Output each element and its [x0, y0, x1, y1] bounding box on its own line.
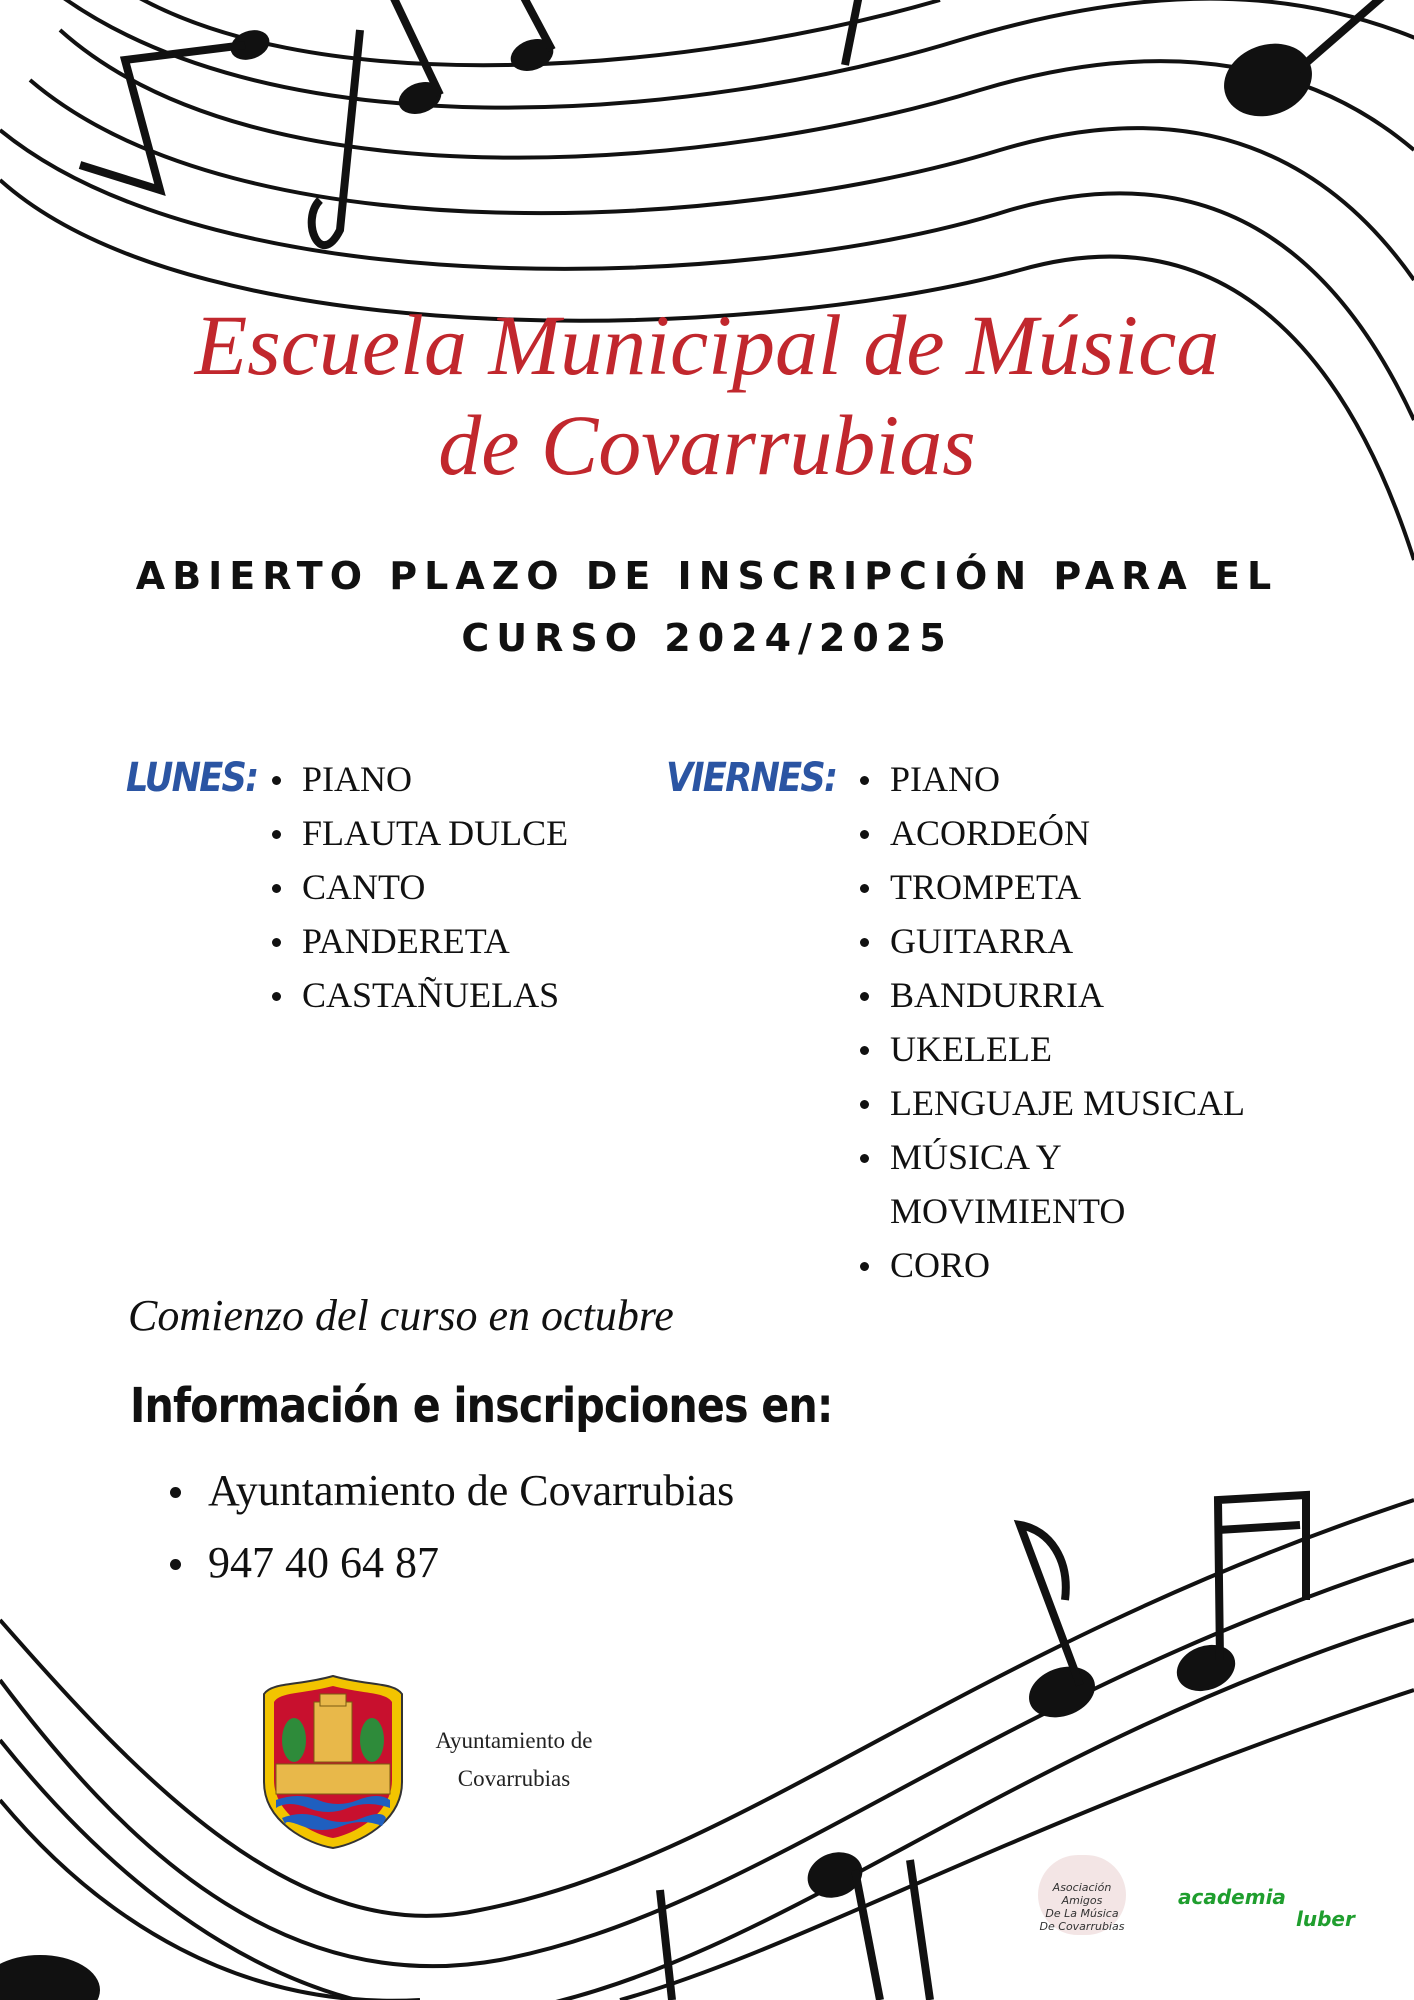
monday-label: LUNES:	[126, 755, 258, 801]
list-item: CANTO	[268, 860, 568, 914]
list-item: PANDERETA	[268, 914, 568, 968]
amigos-line-4: De Covarrubias	[1039, 1920, 1125, 1933]
title-line-1: Escuela Municipal de Música	[194, 297, 1220, 393]
crest-icon	[258, 1672, 408, 1852]
amigos-line-1: Asociación	[1052, 1881, 1112, 1894]
monday-list	[268, 752, 568, 1022]
amigos-musica-logo	[1026, 1855, 1138, 1947]
list-item: LENGUAJE MUSICAL	[856, 1076, 1245, 1130]
luber-line-1: academia	[1178, 1885, 1286, 1909]
council-logo-text	[404, 1722, 624, 1798]
info-item-council: Ayuntamiento de Covarrubias	[168, 1455, 734, 1527]
list-item: FLAUTA DULCE	[268, 806, 568, 860]
list-item: CORO	[856, 1238, 1245, 1292]
list-item: ACORDEÓN	[856, 806, 1245, 860]
friday-label: VIERNES:	[666, 755, 837, 801]
course-start-note: Comienzo del curso en octubre	[128, 1291, 674, 1340]
list-item: PIANO	[268, 752, 568, 806]
council-line-1: Ayuntamiento de	[435, 1728, 593, 1753]
list-item: TROMPETA	[856, 860, 1245, 914]
academia-luber-logo	[1178, 1885, 1355, 1931]
info-heading: Información e inscripciones en:	[130, 1378, 833, 1434]
title-line-2: de Covarrubias	[438, 397, 976, 493]
council-line-2: Covarrubias	[457, 1766, 571, 1791]
subtitle-line-1: ABIERTO PLAZO DE INSCRIPCIÓN PARA EL	[135, 554, 1279, 598]
amigos-line-3: De La Música	[1045, 1907, 1119, 1920]
list-item: GUITARRA	[856, 914, 1245, 968]
friday-list	[856, 752, 1245, 1292]
list-item-continuation: MOVIMIENTO	[890, 1191, 1126, 1231]
info-list	[168, 1455, 734, 1599]
list-item: UKELELE	[856, 1022, 1245, 1076]
luber-line-2: luber	[1296, 1907, 1355, 1931]
amigos-line-2: Amigos	[1061, 1894, 1103, 1907]
list-item: BANDURRIA	[856, 968, 1245, 1022]
list-item: PIANO	[856, 752, 1245, 806]
info-item-phone[interactable]: 947 40 64 87	[168, 1527, 734, 1599]
list-item: CASTAÑUELAS	[268, 968, 568, 1022]
subtitle-line-2: CURSO 2024/2025	[461, 616, 953, 660]
list-item: MÚSICA Y	[856, 1130, 1245, 1184]
page-title	[0, 295, 1414, 495]
enrollment-subtitle	[100, 545, 1314, 669]
